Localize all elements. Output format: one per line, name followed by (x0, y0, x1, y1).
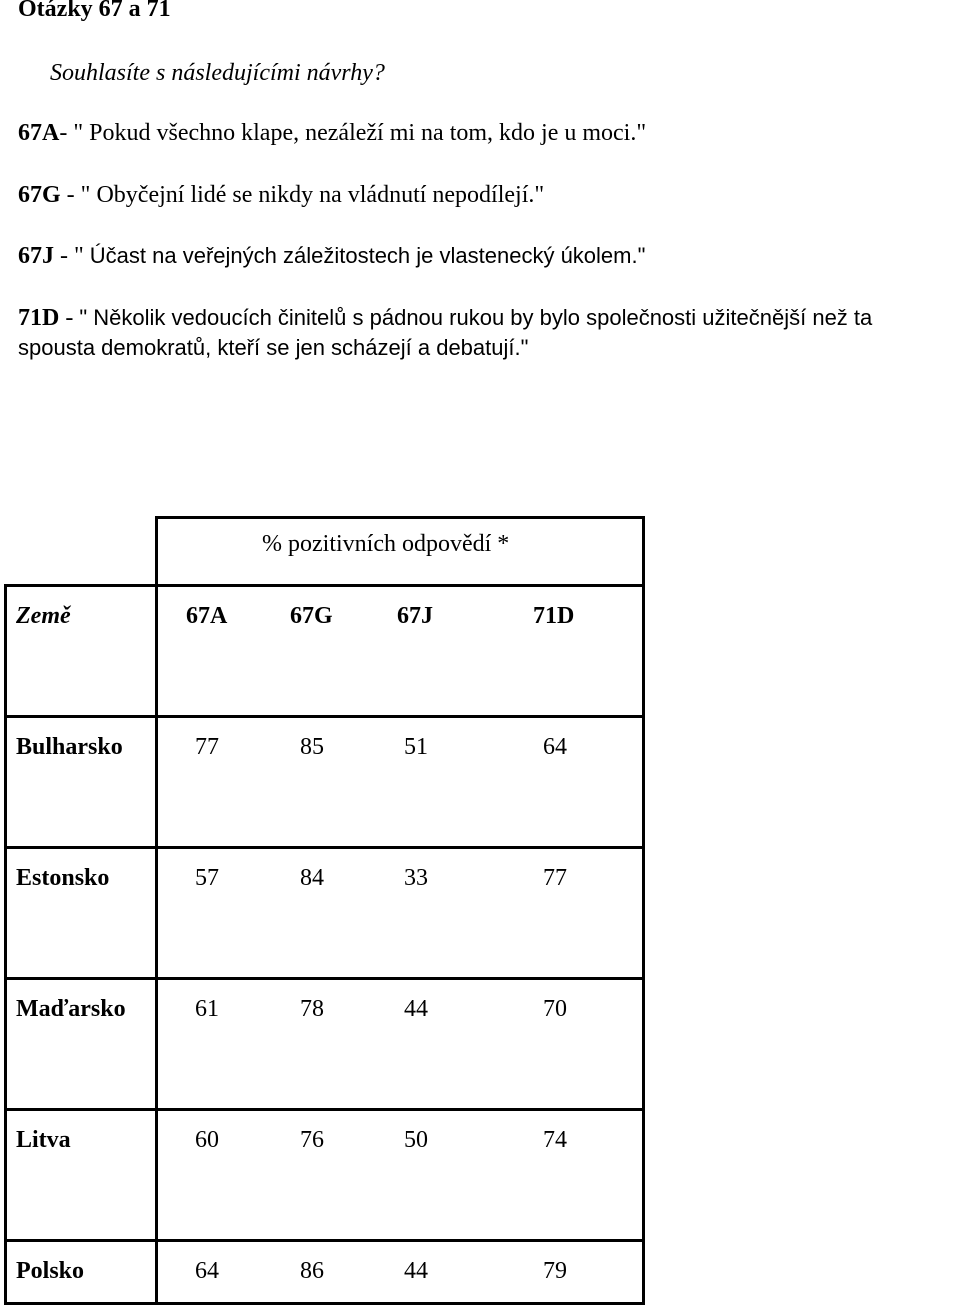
row-country: Bulharsko (16, 734, 123, 760)
column-header: 67G (290, 603, 333, 629)
group-header: % pozitivních odpovědí * (262, 531, 510, 557)
row-country: Litva (16, 1127, 71, 1153)
question-code: 67G (18, 182, 61, 208)
table-cell: 77 (543, 865, 567, 891)
table-cell: 44 (404, 996, 428, 1022)
table-divider (4, 1108, 645, 1111)
table-divider (4, 715, 645, 718)
table-cell: 60 (195, 1127, 219, 1153)
intro-question: Souhlasíte s následujícími návrhy? (50, 60, 385, 86)
table-cell: 84 (300, 865, 324, 891)
question-text: " Několik vedoucích činitelů s pádnou rukou by bylo společnosti užitečnější než ta (79, 305, 873, 330)
table-divider (4, 977, 645, 980)
question-text: " Obyčejní lidé se nikdy na vládnutí nepodílejí." (80, 182, 545, 208)
table-cell: 51 (404, 734, 428, 760)
question-code: 71D (18, 305, 60, 331)
question-text-quote: " (74, 243, 90, 269)
table-cell: 64 (543, 734, 567, 760)
table-cell: 86 (300, 1258, 324, 1284)
table-cell: 44 (404, 1258, 428, 1284)
question-separator: - (60, 182, 81, 208)
table-cell: 61 (195, 996, 219, 1022)
table-cell: 77 (195, 734, 219, 760)
question-code: 67J (18, 243, 54, 269)
question-text-line2: spousta demokratů, kteří se jen scházejí a debatují." (18, 335, 529, 360)
row-country: Polsko (16, 1258, 85, 1284)
table-cell: 64 (195, 1258, 219, 1284)
table-divider (4, 1239, 645, 1242)
question-71d (18, 303, 872, 363)
column-header-country: Země (16, 603, 71, 629)
table-cell: 33 (404, 865, 428, 891)
question-67a (18, 118, 646, 148)
question-separator: - (54, 243, 74, 269)
question-code: 67A (18, 120, 60, 146)
table-cell: 70 (543, 996, 567, 1022)
question-text: " Pokud všechno klape, nezáleží mi na tom, kdo je u moci." (73, 120, 647, 146)
column-header: 67A (186, 603, 228, 629)
table-border-bottom (4, 1302, 645, 1305)
column-header: 67J (397, 603, 433, 629)
table-divider (4, 846, 645, 849)
question-67g (18, 180, 544, 210)
table-divider-vertical (155, 516, 158, 1305)
table-divider (4, 584, 645, 587)
question-text: Účast na veřejných záležitostech je vlastenecký úkolem." (89, 243, 646, 268)
table-border-right (642, 516, 645, 1305)
table-cell: 78 (300, 996, 324, 1022)
row-country: Maďarsko (16, 996, 126, 1022)
table-border-left (4, 584, 7, 1305)
table-cell: 74 (543, 1127, 567, 1153)
page-heading: Otázky 67 a 71 (18, 0, 171, 22)
table-cell: 85 (300, 734, 324, 760)
table-cell: 76 (300, 1127, 324, 1153)
table-cell: 57 (195, 865, 219, 891)
column-header: 71D (533, 603, 575, 629)
table-cell: 79 (543, 1258, 567, 1284)
question-separator: - (59, 305, 80, 331)
question-67j (18, 241, 645, 271)
row-country: Estonsko (16, 865, 110, 891)
table-border-top (155, 516, 645, 519)
question-separator: - (59, 120, 74, 146)
table-cell: 50 (404, 1127, 428, 1153)
